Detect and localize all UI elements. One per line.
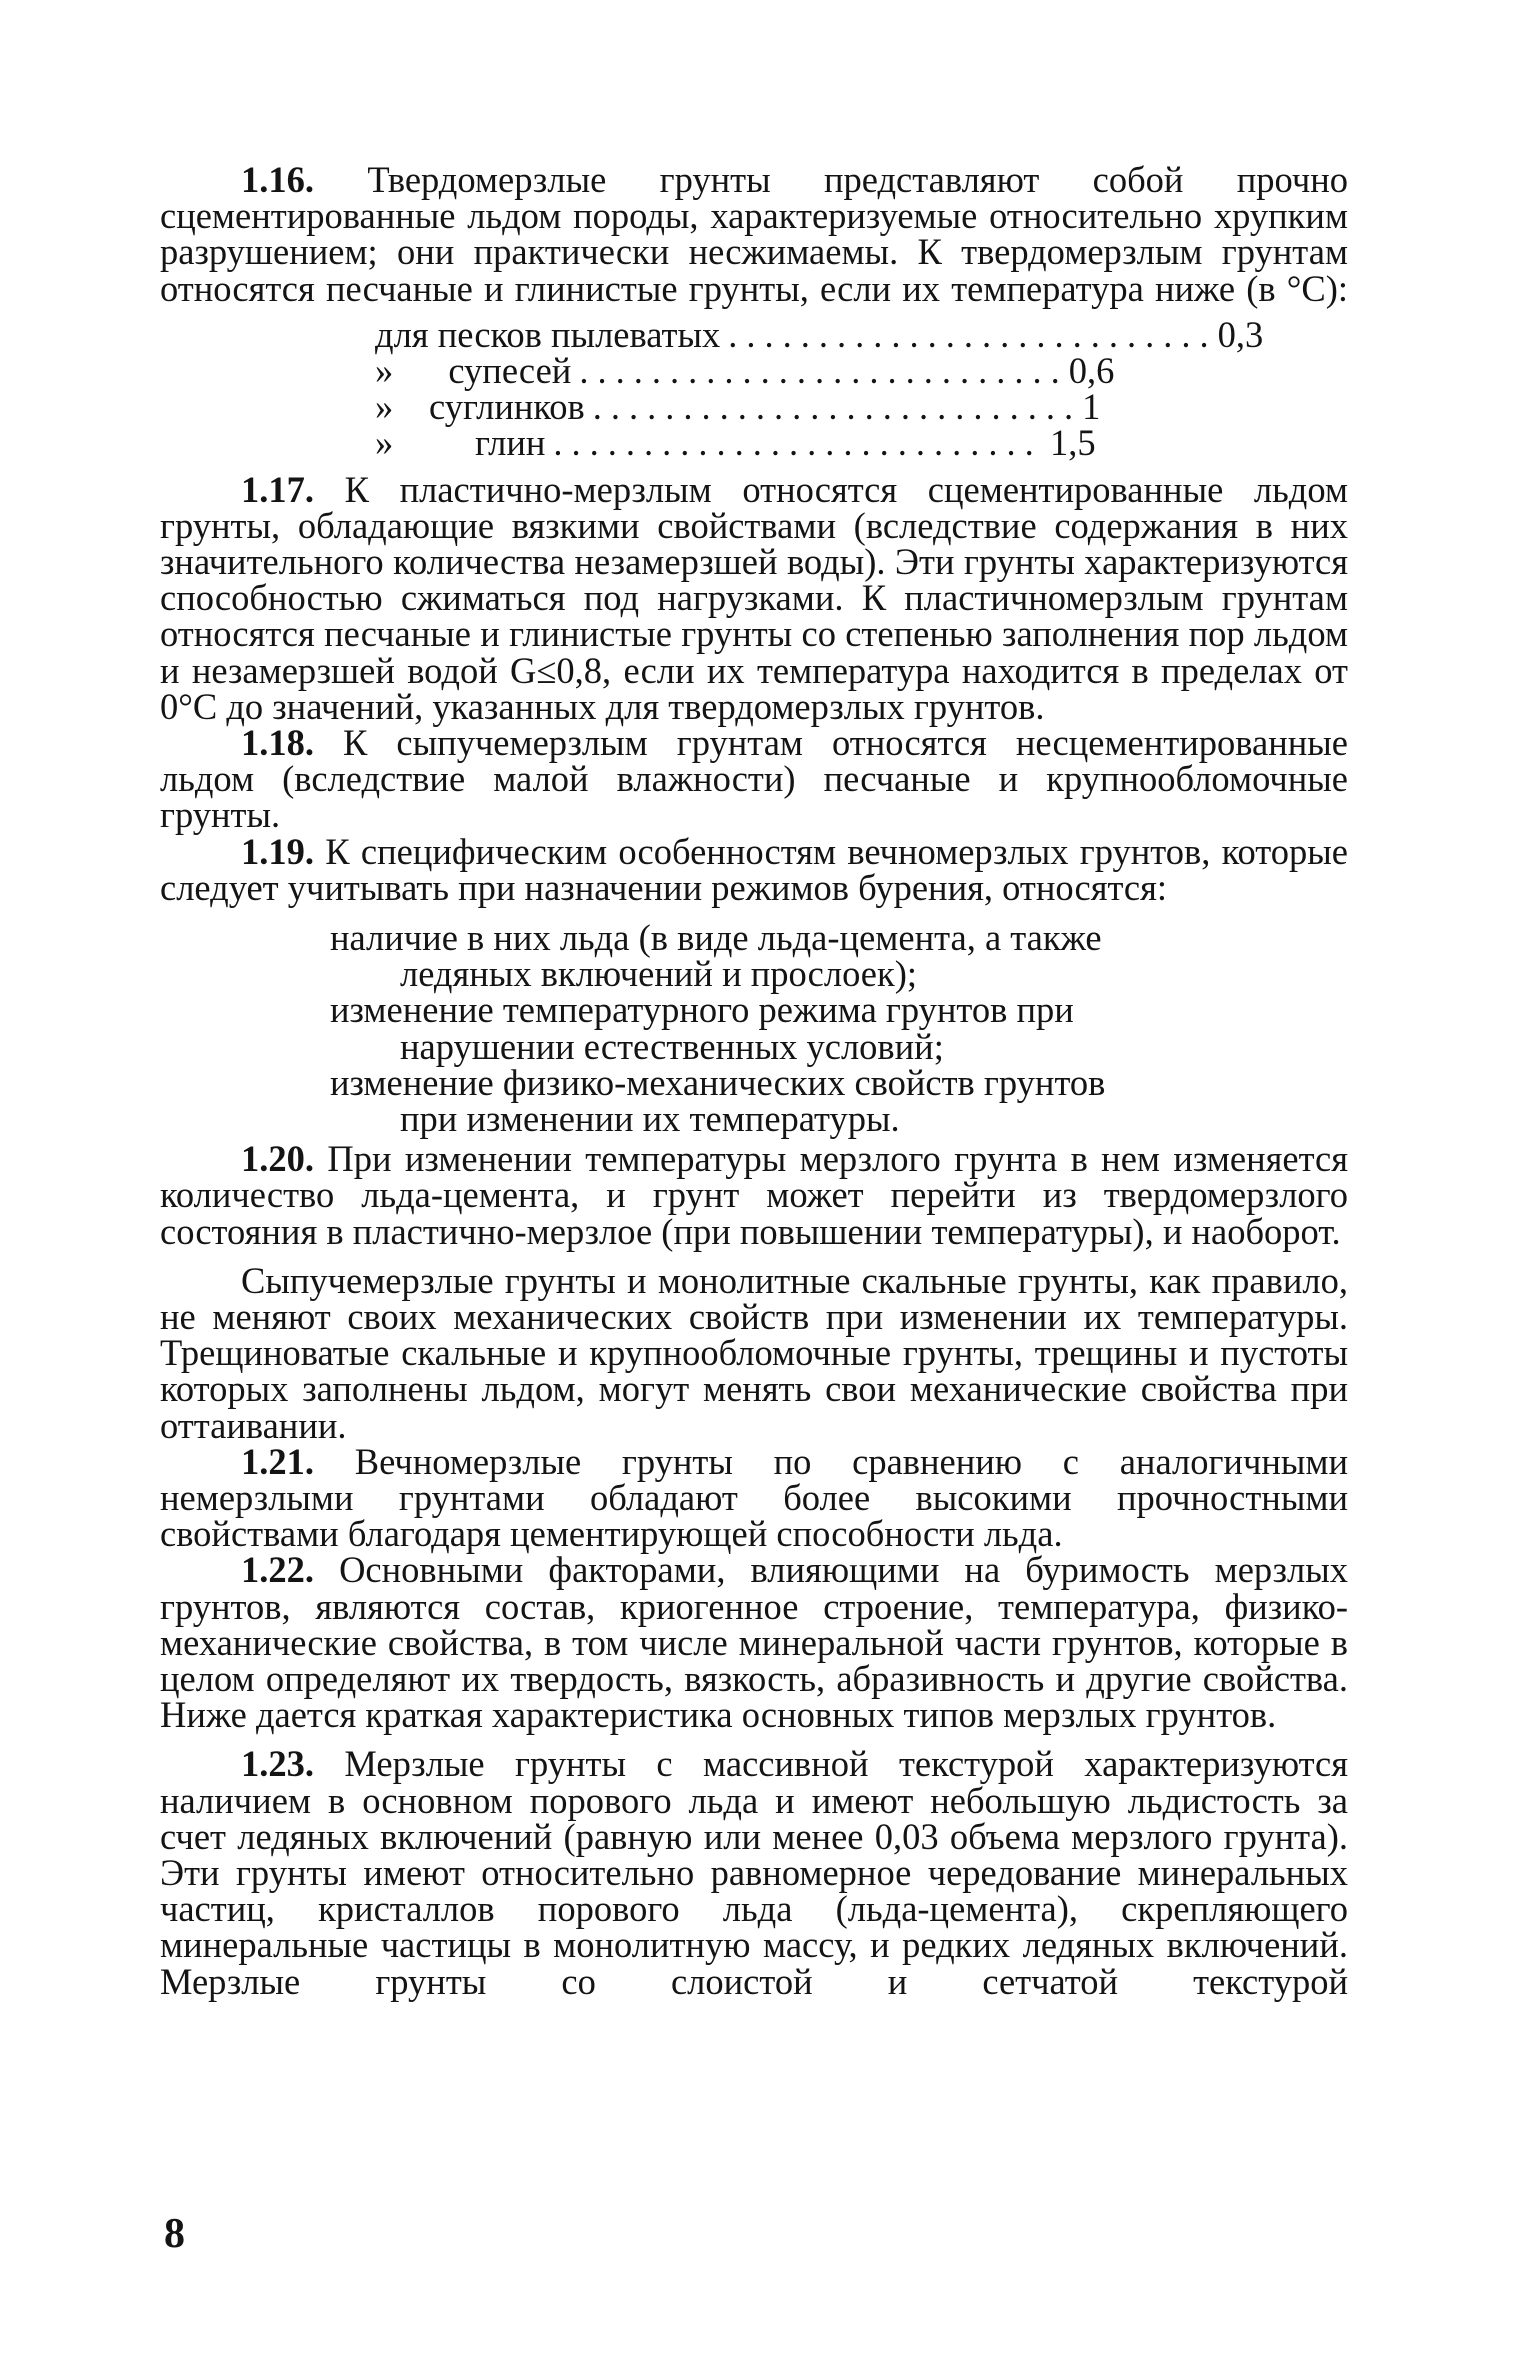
ditto-mark: » [375,422,394,464]
paragraph-text: К специфическим особенностям вечномерзлых грунтов, которые следует учитывать при назначении режимов бурения, относятся: [160,830,1349,908]
paragraph-text: К сыпучемерзлым грунтам относятся несцементированные льдом (вследствие малой влажности) песчаные и крупнообломочные грунты. [160,721,1349,836]
ditto-mark: » [375,350,394,391]
table-value: 1 [1082,386,1101,428]
temperature-table [375,313,1264,464]
paragraph-text: Вечномерзлые грунты по сравнению с аналогичными немерзлыми грунтами обладают более высокими прочностными свойствами благодаря цементирующей способности льда. [160,1440,1349,1555]
leader-dots: ........................... [553,422,1043,464]
paragraph-text: Твердомерзлые грунты представляют собой прочно сцементированные льдом породы, характеризуемые относительно хрупким разрушением; они практически несжимаемы. К твердомерзлым грунтам относятся песчаные и глинистые грунты, если их температура ниже (в °С): [160,159,1349,309]
leader-dots: ........................... [728,313,1218,355]
page-number: 8 [164,2211,185,2257]
table-row [375,350,1120,391]
paragraph-1-20-continued [160,1259,1348,1446]
features-list [160,917,1348,1140]
list-item [330,1061,1196,1140]
paragraph-text: Мерзлые грунты с массивной текстурой характеризуются наличием в основном порового льда и имеют небольшую льдистость за счет ледяных включений (равную или менее 0,03 объема мерзлого грунта). Эти грунты имеют относительно равномерное чередование минеральных частиц, кристаллов порового льда (льда-цемента), скрепляющего минеральные частицы в монолитную массу, и редких ледяных включений. Мерзлые грунты со слоистой и сетчатой текстурой [160,1743,1348,2002]
ditto-mark: » [375,386,394,428]
table-value: 0,3 [1217,313,1264,355]
section-number: 1.17. [241,468,314,510]
list-item-first-line: изменение температурного режима грунтов при [330,989,1074,1031]
paragraph-text: К пластично-мерзлым относятся сцементированные льдом грунты, обладающие вязкими свойствами (вследствие содержания в них значительного количества незамерзшей воды). Эти грунты характеризуются способностью сжиматься под нагрузками. К пластичномерзлым грунтам относятся песчаные и глинистые грунты со степенью заполнения пор льдом и незамерзшей водой G≤0,8, если их температура находится в пределах от 0°С до значений, указанных для твердомерзлых грунтов. [160,468,1348,727]
paragraph-text: Основными факторами, влияющими на буримость мерзлых грунтов, являются состав, криогенное строение, температура, физико-механические свойства, в том числе минеральной части грунтов, которые в целом определяют их твердость, вязкость, абразивность и другие свойства. Ниже дается краткая характеристика основных типов мерзлых грунтов. [160,1549,1348,1736]
list-item-first-line: наличие в них льда (в виде льда-цемента, а также [330,917,1102,958]
paragraph-1-18 [160,721,1349,836]
section-number: 1.22. [241,1549,314,1591]
paragraph-1-19 [160,830,1349,908]
table-label: глин [475,422,546,464]
list-item-continuation: нарушении естественных условий; [400,1025,944,1067]
page-text [160,159,1349,2002]
table-value: 1,5 [1050,422,1096,464]
table-value: 0,6 [1068,350,1115,391]
list-item [330,989,1196,1067]
section-number: 1.21. [241,1440,314,1482]
section-number: 1.16. [241,159,314,200]
paragraph-1-22 [160,1549,1348,1736]
paragraph-1-16 [160,159,1349,309]
section-number: 1.19. [241,830,314,872]
section-number: 1.23. [241,1743,314,1785]
paragraph-1-21 [160,1440,1349,1555]
list-item-continuation: при изменении их температуры. [400,1098,900,1140]
table-label: для песков пылеватых [375,313,721,355]
list-item-continuation: ледяных включений и прослоек); [400,953,918,995]
table-label: суглинков [429,386,585,428]
paragraph-1-23 [160,1743,1348,2002]
table-row [375,313,1264,355]
leader-dots: ........................... [592,386,1083,428]
paragraph-1-17 [160,468,1348,727]
list-item [330,917,1196,995]
section-number: 1.18. [241,721,314,763]
leader-dots: ........................... [579,350,1069,391]
table-row [375,422,1120,464]
table-label: супесей [448,350,572,391]
list-item-first-line: изменение физико-механических свойств грунтов [330,1061,1106,1103]
paragraph-1-20 [160,1138,1348,1252]
paragraph-text: При изменении температуры мерзлого грунта в нем изменяется количество льда-цемента, и грунт может перейти из твердомерзлого состояния в пластично-мерзлое (при повышении температуры), и наоборот. [160,1138,1348,1252]
section-number: 1.20. [241,1138,314,1180]
paragraph-text: Сыпучемерзлые грунты и монолитные скальные грунты, как правило, не меняют своих механических свойств при изменении их температуры. Трещиноватые скальные и крупнообломочные грунты, трещины и пустоты которых заполнены льдом, могут менять свои механические свойства при оттаивании. [160,1259,1348,1446]
table-row [375,386,1120,428]
